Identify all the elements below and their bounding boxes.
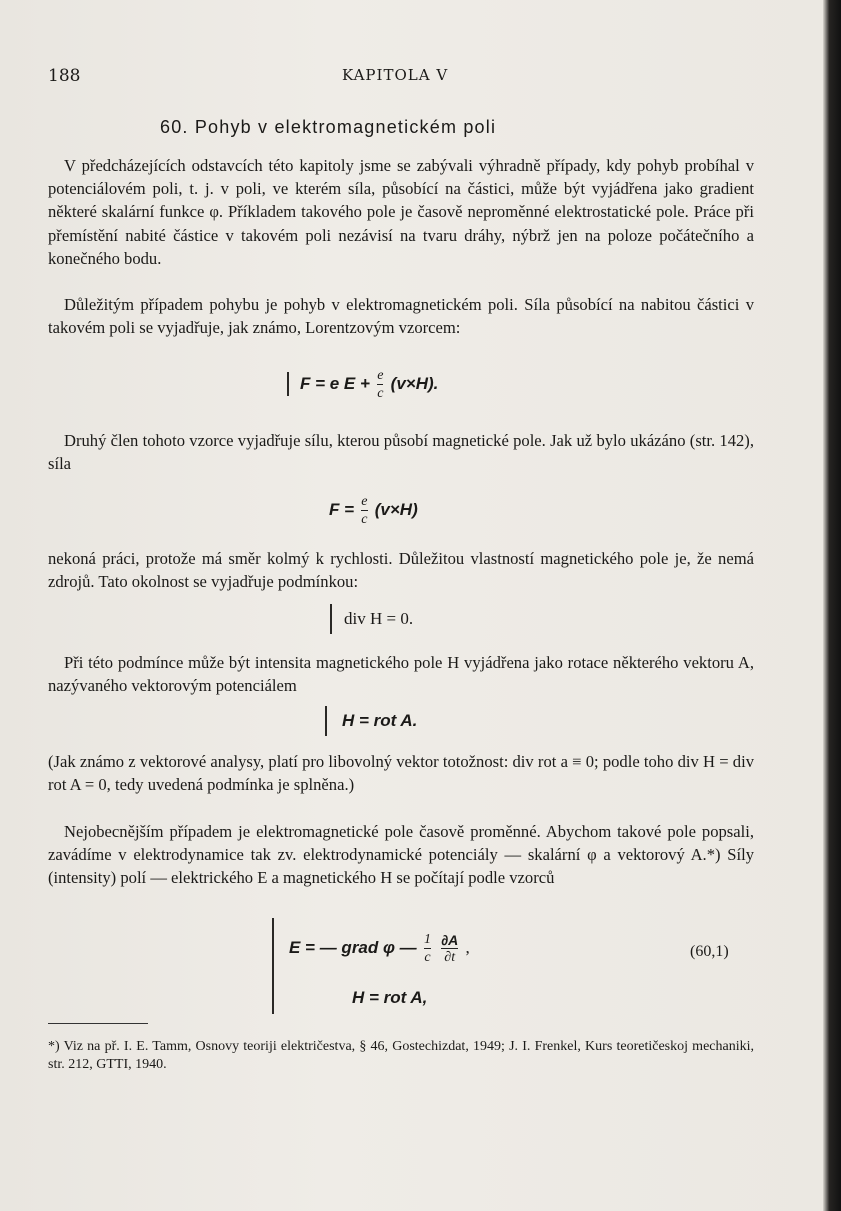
footnote: *) Viz na př. I. E. Tamm, Osnovy teoriji električestva, § 46, Gostechizdat, 1949; J. I. Frenkel, Kurs teoretičeskoj mechaniki, str. 212, GTTI, 1940. [48,1039,754,1072]
e-field-derivative-numerator: ∂A [441,932,459,948]
running-header: KAPITOLA V [342,66,449,84]
paragraph-7: Nejobecnějším případem je elektromagnetické pole časově proměnné. Abychom takové pole popsali, zavádíme v elektrodynamice tak zv. elektrodynamické potenciály — skalární φ a vektorový A.*) Síly (intensity) polí — elektrického E a magnetického H se počítají podle vzorců [48,822,754,888]
magnetic-force-equation [329,494,418,528]
e-field-denominator: c [424,950,431,965]
paragraph-1: V předcházejících odstavcích této kapitoly jsme se zabývali výhradně případy, kdy pohyb probíhal v potenciálovém poli, t. j. v poli, ve kterém síla, působící na částici, může být vyjádřena jako gradient některé skalární funkce φ. Příkladem takového pole je časově neproměnné elektrostatické pole. Práce při přemístění nabité částice v takovém poli nezávisí na tvaru dráhy, nýbrž jen na poloze počátečního a konečného bodu. [48,156,754,268]
e-field-numerator: 1 [423,932,431,947]
lorentz-fraction [377,368,383,402]
rot-equation: H = rot A. [342,711,418,730]
lorentz-denominator: c [377,386,384,401]
equation-bar [287,372,289,396]
e-field-derivative [441,932,458,966]
mag-fraction [361,494,367,528]
paragraph-2: Důležitým případem pohybu je pohyb v elektromagnetickém poli. Síla působící na nabitou částici v takovém poli se vyjadřuje, jak známo, Lorentzovým vzorcem: [48,295,754,338]
page-number: 188 [48,66,81,86]
e-field-left: E = — grad φ — [289,937,417,957]
lorentz-left: F = e E + [300,373,370,393]
mag-numerator: e [361,494,368,509]
lorentz-right: (v×H). [390,373,439,393]
lorentz-equation [300,368,438,402]
paragraph-6: (Jak známo z vektorové analysy, platí pro libovolný vektor totožnost: div rot a ≡ 0; podle toho div H = div rot A = 0, tedy uvedená podmínka je splněna.) [48,752,754,795]
h-field-equation: H = rot A, [352,988,428,1007]
lorentz-numerator: e [377,368,384,383]
equation-bar [325,706,327,736]
mag-denominator: c [361,512,368,527]
div-equation: div H = 0. [344,609,414,628]
mag-left: F = [329,499,355,519]
page-binding-edge [823,0,841,1211]
e-field-tail: , [465,937,470,957]
equation-bar [330,604,332,634]
paragraph-5: Při této podmínce může být intensita magnetického pole H vyjádřena jako rotace některého vektoru A, nazývaného vektorovým potenciálem [48,653,754,696]
paragraph-4: nekoná práci, protože má směr kolmý k rychlosti. Důležitou vlastností magnetického pole je, že nemá zdrojů. Tato okolnost se vyjadřuje podmínkou: [48,549,754,592]
e-field-derivative-denominator: ∂t [441,948,458,966]
electric-field-equation [289,932,470,966]
paragraph-3: Druhý člen tohoto vzorce vyjadřuje sílu, kterou působí magnetické pole. Jak už bylo ukázáno (str. 142), síla [48,431,754,474]
footnote-rule [48,1023,148,1024]
section-title: 60. Pohyb v elektromagnetickém poli [160,117,497,137]
equation-system-bar [272,918,274,1014]
equation-number: (60,1) [690,943,729,960]
e-field-fraction [424,932,431,966]
mag-right: (v×H) [374,499,418,519]
